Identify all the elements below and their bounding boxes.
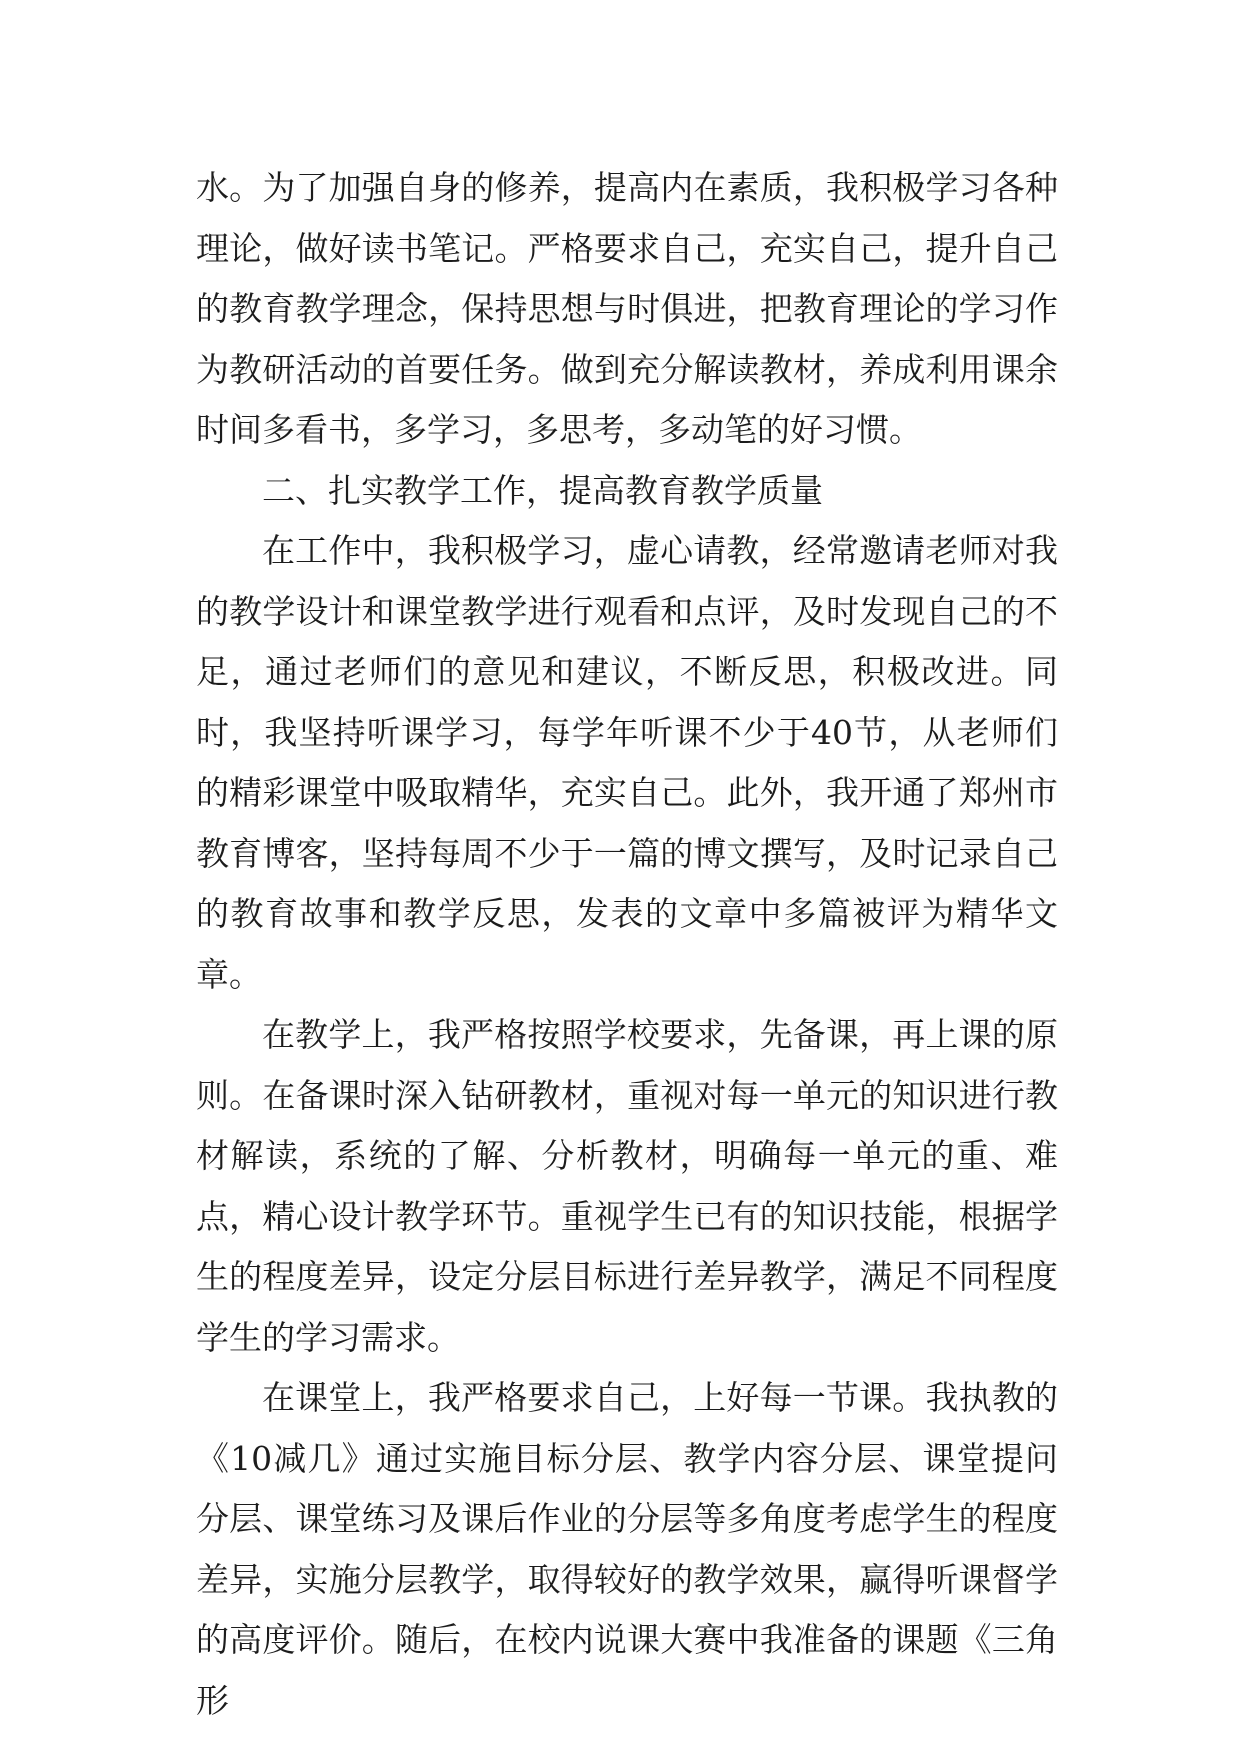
document-body: [196, 158, 1058, 1731]
paragraph-continuation: 水。为了加强自身的修养，提高内在素质，我积极学习各种理论，做好读书笔记。严格要求自己，充实自己，提升自己的教育教学理念，保持思想与时俱进，把教育理论的学习作为教研活动的首要任务。做到充分解读教材，养成利用课余时间多看书，多学习，多思考，多动笔的好习惯。: [196, 168, 1058, 449]
paragraph-work: 在工作中，我积极学习，虚心请教，经常邀请老师对我的教学设计和课堂教学进行观看和点评，及时发现自己的不足，通过老师们的意见和建议，不断反思，积极改进。同时，我坚持听课学习，每学年听课不少于40节，从老师们的精彩课堂中吸取精华，充实自己。此外，我开通了郑州市教育博客，坚持每周不少于一篇的博文撰写，及时记录自己的教育故事和教学反思，发表的文章中多篇被评为精华文章。: [196, 531, 1058, 994]
paragraph-teaching: 在教学上，我严格按照学校要求，先备课，再上课的原则。在备课时深入钻研教材，重视对每一单元的知识进行教材解读，系统的了解、分析教材，明确每一单元的重、难点，精心设计教学环节。重视学生已有的知识技能，根据学生的程度差异，设定分层目标进行差异教学，满足不同程度学生的学习需求。: [196, 1015, 1058, 1357]
paragraph-classroom: 在课堂上，我严格要求自己，上好每一节课。我执教的《10减几》通过实施目标分层、教学内容分层、课堂提问分层、课堂练习及课后作业的分层等多角度考虑学生的程度差异，实施分层教学，取得较好的教学效果，赢得听课督学的高度评价。随后，在校内说课大赛中我准备的课题《三角形: [196, 1378, 1058, 1720]
section-heading: 二、扎实教学工作，提高教育教学质量: [262, 470, 823, 510]
